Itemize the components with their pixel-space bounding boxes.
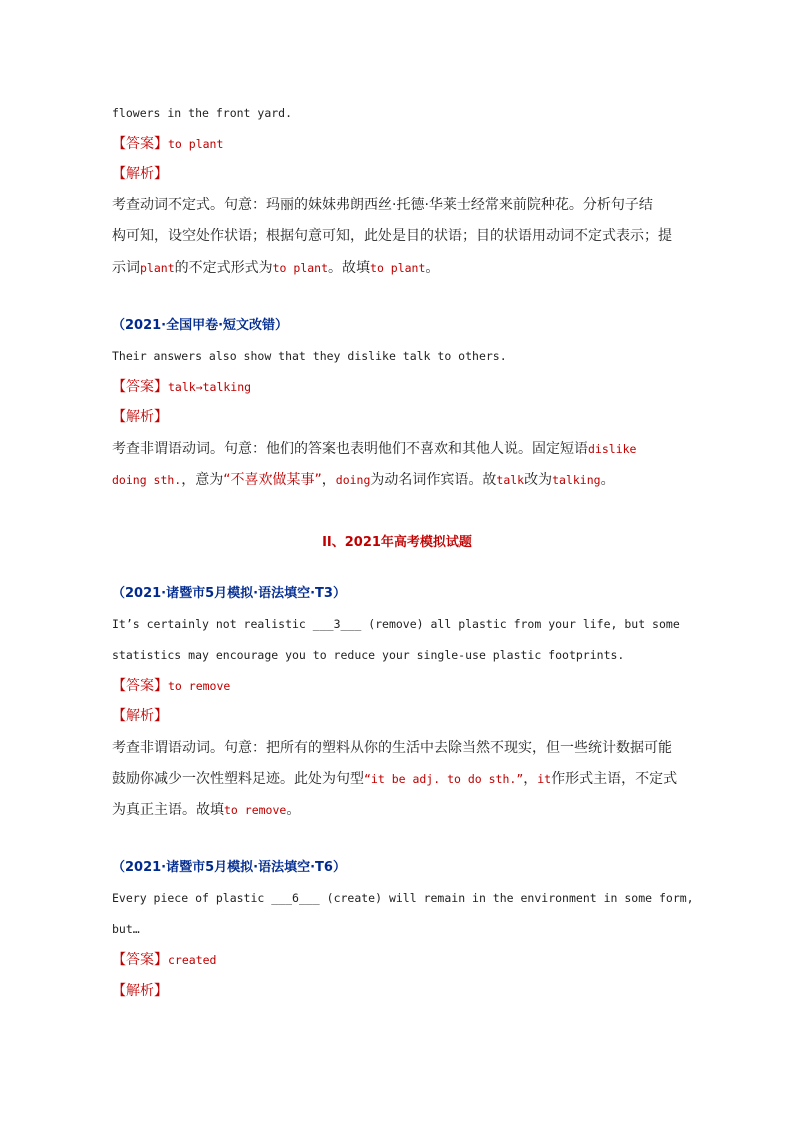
keyword: plant [140, 261, 175, 275]
keyword: to plant [272, 261, 329, 275]
answer-label: 【答案】 [112, 952, 168, 968]
explanation-text: 改为 [524, 472, 553, 488]
question-text: Every piece of plastic [112, 891, 272, 905]
analysis-label: 【解析】 [112, 409, 168, 425]
keyword: it [537, 772, 552, 786]
analysis-label: 【解析】 [112, 983, 168, 999]
blank-3: ___3___ [312, 617, 362, 631]
explanation-text: 。 [286, 802, 301, 818]
answer-text: created [168, 953, 217, 967]
keyword: “it be adj. to do sth.” [364, 772, 524, 786]
explanation-text: 为真正主语。故填 [112, 802, 224, 818]
answer-row [112, 676, 230, 696]
explanation-line [112, 439, 636, 459]
question-source-header: （2021·诸暨市5月模拟·语法填空·T3） [112, 586, 346, 601]
section-title: II、2021年高考模拟试题 [322, 535, 472, 550]
answer-row [112, 377, 251, 397]
explanation-line: 考查动词不定式。句意：玛丽的妹妹弗朗西丝·托德·华莱士经常来前院种花。分析句子结 [112, 197, 653, 213]
question-source-header: （2021·全国甲卷·短文改错） [112, 318, 289, 333]
answer-row [112, 134, 223, 154]
explanation-line [112, 258, 439, 278]
explanation-line [112, 800, 300, 820]
question-text: It’s certainly not realistic [112, 617, 313, 631]
explanation-text: 。故填 [328, 260, 371, 276]
answer-row [112, 950, 216, 970]
keyword: to remove [224, 803, 287, 817]
question-line [112, 888, 694, 908]
answer-label: 【答案】 [112, 379, 168, 395]
explanation-text: 的不定式形式为 [174, 260, 273, 276]
explanation-line: 构可知，设空处作状语；根据句意可知，此处是目的状语；目的状语用动词不定式表示；提 [112, 228, 672, 244]
keyword: talking [552, 473, 601, 487]
keyword: dislike [588, 442, 637, 456]
explanation-text: ，意为 [181, 472, 224, 488]
explanation-text: 鼓励你减少一次性塑料足迹。此处为句型 [112, 771, 364, 787]
question-text: (create) will remain in the environment in some form, [319, 891, 694, 905]
answer-label: 【答案】 [112, 678, 168, 694]
keyword: “不喜欢做某事” [223, 472, 322, 488]
question-line [112, 614, 680, 634]
analysis-label: 【解析】 [112, 166, 168, 182]
explanation-text: 作形式主语，不定式 [551, 771, 678, 787]
analysis-label: 【解析】 [112, 708, 168, 724]
question-line: flowers in the front yard. [112, 106, 293, 120]
explanation-text: 。 [600, 472, 615, 488]
explanation-text: ， [321, 472, 336, 488]
explanation-line [112, 769, 677, 789]
answer-label: 【答案】 [112, 136, 168, 152]
explanation-text: ， [523, 771, 538, 787]
question-text: (remove) all plastic from your life, but some [361, 617, 680, 631]
question-line: statistics may encourage you to reduce your single-use plastic footprints. [112, 648, 625, 662]
explanation-text: 为动名词作宾语。故 [370, 472, 497, 488]
answer-text: to plant [168, 137, 224, 151]
explanation-text: 示词 [112, 260, 140, 276]
blank-6: ___6___ [271, 891, 320, 905]
explanation-text: 考查非谓语动词。句意：他们的答案也表明他们不喜欢和其他人说。固定短语 [112, 441, 588, 457]
answer-text: to remove [168, 679, 231, 693]
explanation-text: 。 [425, 260, 440, 276]
keyword: talk [496, 473, 525, 487]
explanation-line: 考查非谓语动词。句意：把所有的塑料从你的生活中去除当然不现实，但一些统计数据可能 [112, 740, 672, 756]
question-line: but… [112, 922, 140, 936]
question-source-header: （2021·诸暨市5月模拟·语法填空·T6） [112, 860, 346, 875]
keyword: to plant [370, 261, 426, 275]
question-line: Their answers also show that they dislike talk to others. [112, 349, 507, 363]
keyword: doing sth. [112, 473, 182, 487]
keyword: doing [335, 473, 371, 487]
explanation-line [112, 470, 615, 490]
answer-text: talk→talking [168, 380, 252, 394]
